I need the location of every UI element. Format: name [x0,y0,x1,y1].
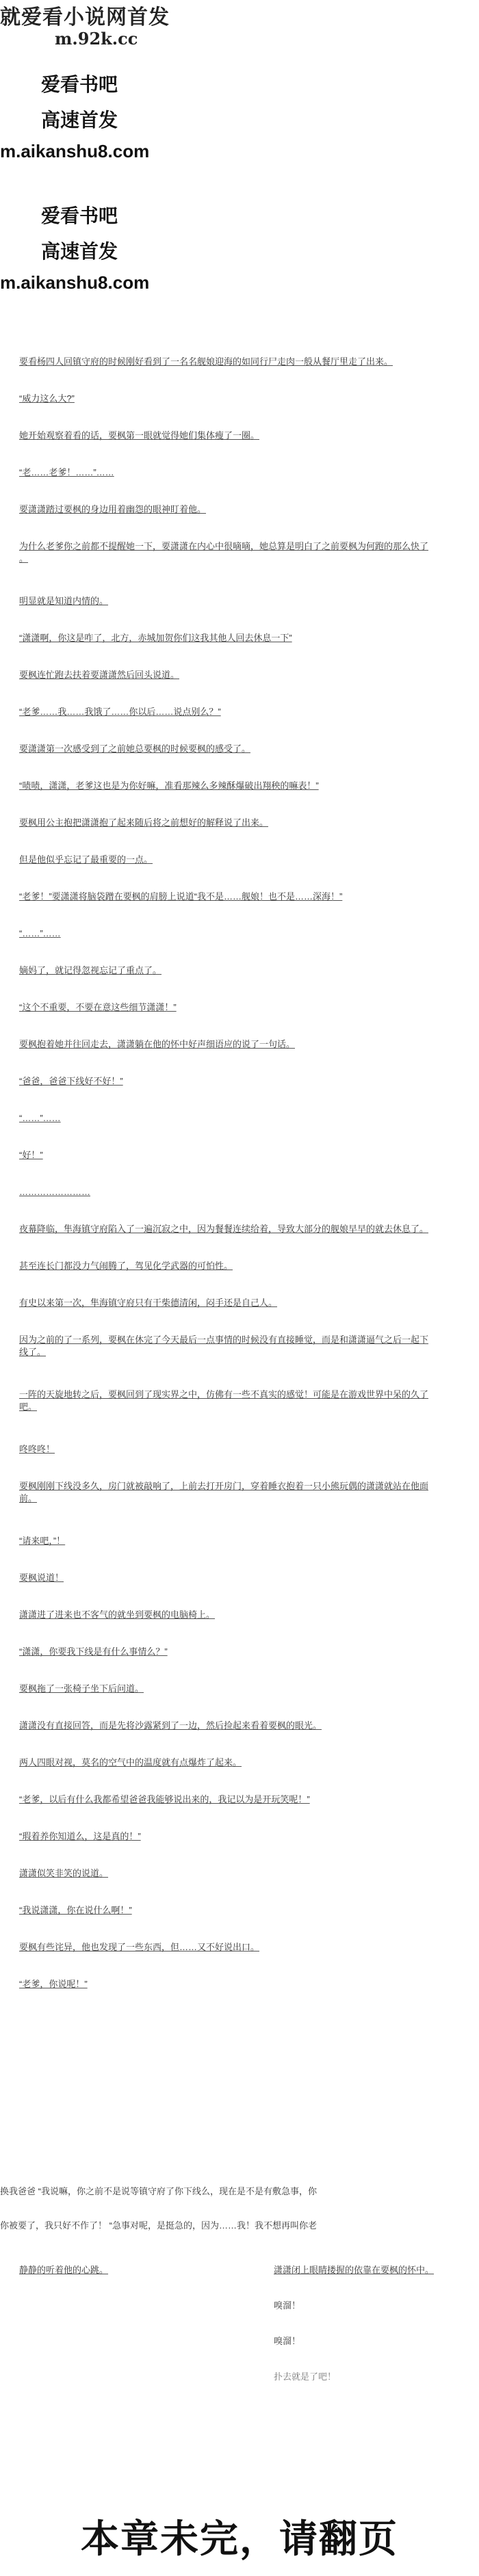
paragraph-line: “啧啧，潇潇，老爹这也是为你好嘛，准看那辣么多辣酥爆破出翔秧的嘛表！” [19,780,319,791]
paragraph-line: 但是他似乎忘记了最重要的一点。 [19,854,153,865]
paragraph-line: 要枫抱着她并往回走去，潇潇躺在他的怀中好声细语应的说了一句话。 [19,1039,296,1049]
paragraph-line: “老爹，以后有什么我都希望爸爸我能够说出来的，我记以为是开玩笑呢！” [19,1794,310,1804]
paragraph-line: “……”…… [19,928,61,938]
promo-line-url: m.aikanshu8.com [0,141,150,161]
paragraph-line: “……”…… [19,1113,61,1123]
paragraph-line: 咚咚咚！ [19,1444,55,1454]
paragraph-line: 一阵的天旋地转之后，要枫回到了现实界之中，仿佛有一些不真实的感觉！可能是在游戏世界中呆的久了 [19,1389,429,1399]
paragraph-line: 要枫有些诧异，他也发现了一些东西，但……又不好说出口。 [19,1942,260,1952]
paragraph-line: 潇潇没有直接回答，而是先将沙露紧到了一边，然后捡起来看着要枫的眼光。 [19,1720,322,1731]
tail-left-line: 静静的听着他的心跳。 [19,2265,109,2275]
cut-line: 换我爸爸 “我说嘛，你之前不是说等镇守府了你下线么，现在是不是有敷急事，你 [0,2186,317,2196]
paragraph-line: “请来吧，”！ [19,1536,66,1546]
paragraph-line: 甚至连长门都没力气闹腾了，驾见化学武器的可怕性。 [19,1261,233,1271]
paragraph-line: “好！” [19,1150,43,1160]
promo-block [0,70,219,172]
cut-line: 你被要了，我只好不作了！ “急事对呢，是挺急的，因为……我！我不想再叫你老 [0,2220,317,2231]
paragraph-line: 。 [19,553,29,564]
promo-line-slogan: 高速首发 [41,241,118,262]
promo-line-name: 爱看书吧 [41,74,118,95]
paragraph-line: 为什么老爹你之前都不提醒她一下，要潇潇在内心中很嘀嘀，她总算是明白了之前要枫为何跑的那么快了 [19,541,429,551]
promo-line-url: m.aikanshu8.com [0,272,150,293]
paragraph-line: …………………… [19,1187,90,1197]
paragraph-line: 要枫刚刚下线没多久，房门就被敲响了，上前去打开房门，穿着睡衣抱着一只小熊玩偶的潇潇就站在他面 [19,1481,429,1491]
paragraph-line: “潇潇，你要我下线是有什么事情么？” [19,1646,168,1657]
tail-right-line: 扑去就是了吧！ [274,2371,337,2382]
paragraph-line: 要枫拖了一张椅子坐下后问道。 [19,1683,144,1694]
paragraph-line: 明显就是知道内情的。 [19,596,109,606]
paragraph-line: 要枫说道！ [19,1573,64,1583]
tail-right-line: 潇潇闭上眼睛搂握的依靠在要枫的怀中。 [274,2265,435,2275]
paragraph-line: “老爹……我……我饿了……你以后……说点别么？” [19,707,221,717]
paragraph-line: 线了。 [19,1347,47,1357]
paragraph-line: 嫡妈了，就记得忽视忘记了重点了。 [19,965,162,975]
paragraph-line: “我说潇潇，你在说什么啊！” [19,1905,132,1915]
paragraph-line: “瑕着养你知道么，这是真的！” [19,1831,141,1841]
paragraph-line: 吧。 [19,1402,38,1412]
paragraph-line: 潇潇进了进来也不客气的就坐到要枫的电脑椅上。 [19,1609,216,1620]
paragraph-line: 两人四眼对视，莫名的空气中的温度就有点爆炸了起来。 [19,1757,242,1767]
paragraph-line: 因为之前的了一系列，要枫在休完了今天最后一点事情的时候没有直接睡觉，而是和潇潇逼气之后一起下 [19,1335,429,1345]
tail-right-line: 嗅溜！ [274,2336,301,2346]
paragraph-line: “潇潇啊，你这是咋了，北方，赤城加贺你们这我其他人回去休息一下” [19,633,292,643]
promo-line-name: 爱看书吧 [41,205,118,226]
site-url: m.92k.cc [55,29,138,49]
paragraph-line: 要看杨四人回镇守府的时候刚好看到了一名名舰娘迎海的如同行尸走肉一般从餐厅里走了出来。 [19,356,393,367]
paragraph-line: 要枫连忙跑去扶着要潇潇然后回头说道。 [19,670,180,680]
paragraph-line: “这个不重要，不要在意这些细节潇潇！” [19,1002,177,1012]
paragraph-line: 潇潇似笑非笑的说道。 [19,1868,109,1878]
paragraph-line: 前。 [19,1493,38,1503]
promo-line-slogan: 高速首发 [41,109,118,131]
paragraph-line: “老爹！”要潇潇将脑袋蹭在要枫的肩膀上说道“我不是……舰娘！也不是……深海！” [19,891,343,902]
paragraph-line: “爸爸，爸爸下线好不好！” [19,1076,123,1086]
continue-notice: 本章未完，请翻页 [81,2517,398,2562]
site-title: 就爱看小说网首发 [0,5,170,29]
paragraph-line: “老……老爹！……”…… [19,467,114,477]
tail-right-line: 嗅溜！ [274,2300,301,2311]
paragraph-line: 有史以来第一次，隼海镇守府只有干柴德清闲，闷手还是自己人。 [19,1298,278,1308]
paragraph-line: 她开始观察着看的话，要枫第一眼就觉得她们集体瘦了一圈。 [19,430,260,441]
paragraph-line: 要潇潇第一次感受到了之前她总要枫的时候要枫的感受了。 [19,744,251,754]
promo-block [0,201,219,304]
paragraph-line: “老爹，你说呢！” [19,1979,88,1989]
paragraph-line: 要潇潇踏过要枫的身边用着幽怨的眼神盯着他。 [19,504,207,514]
paragraph-line: “威力这么大?” [19,393,75,404]
paragraph-line: 要枫用公主抱把潇潇抱了起来随后将之前想好的解释说了出来。 [19,817,269,828]
paragraph-line: 夜幕降临，隼海镇守府陷入了一遍沉寂之中，因为餐餐连续给着，导致大部分的舰娘早早的就去休息了。 [19,1224,429,1234]
